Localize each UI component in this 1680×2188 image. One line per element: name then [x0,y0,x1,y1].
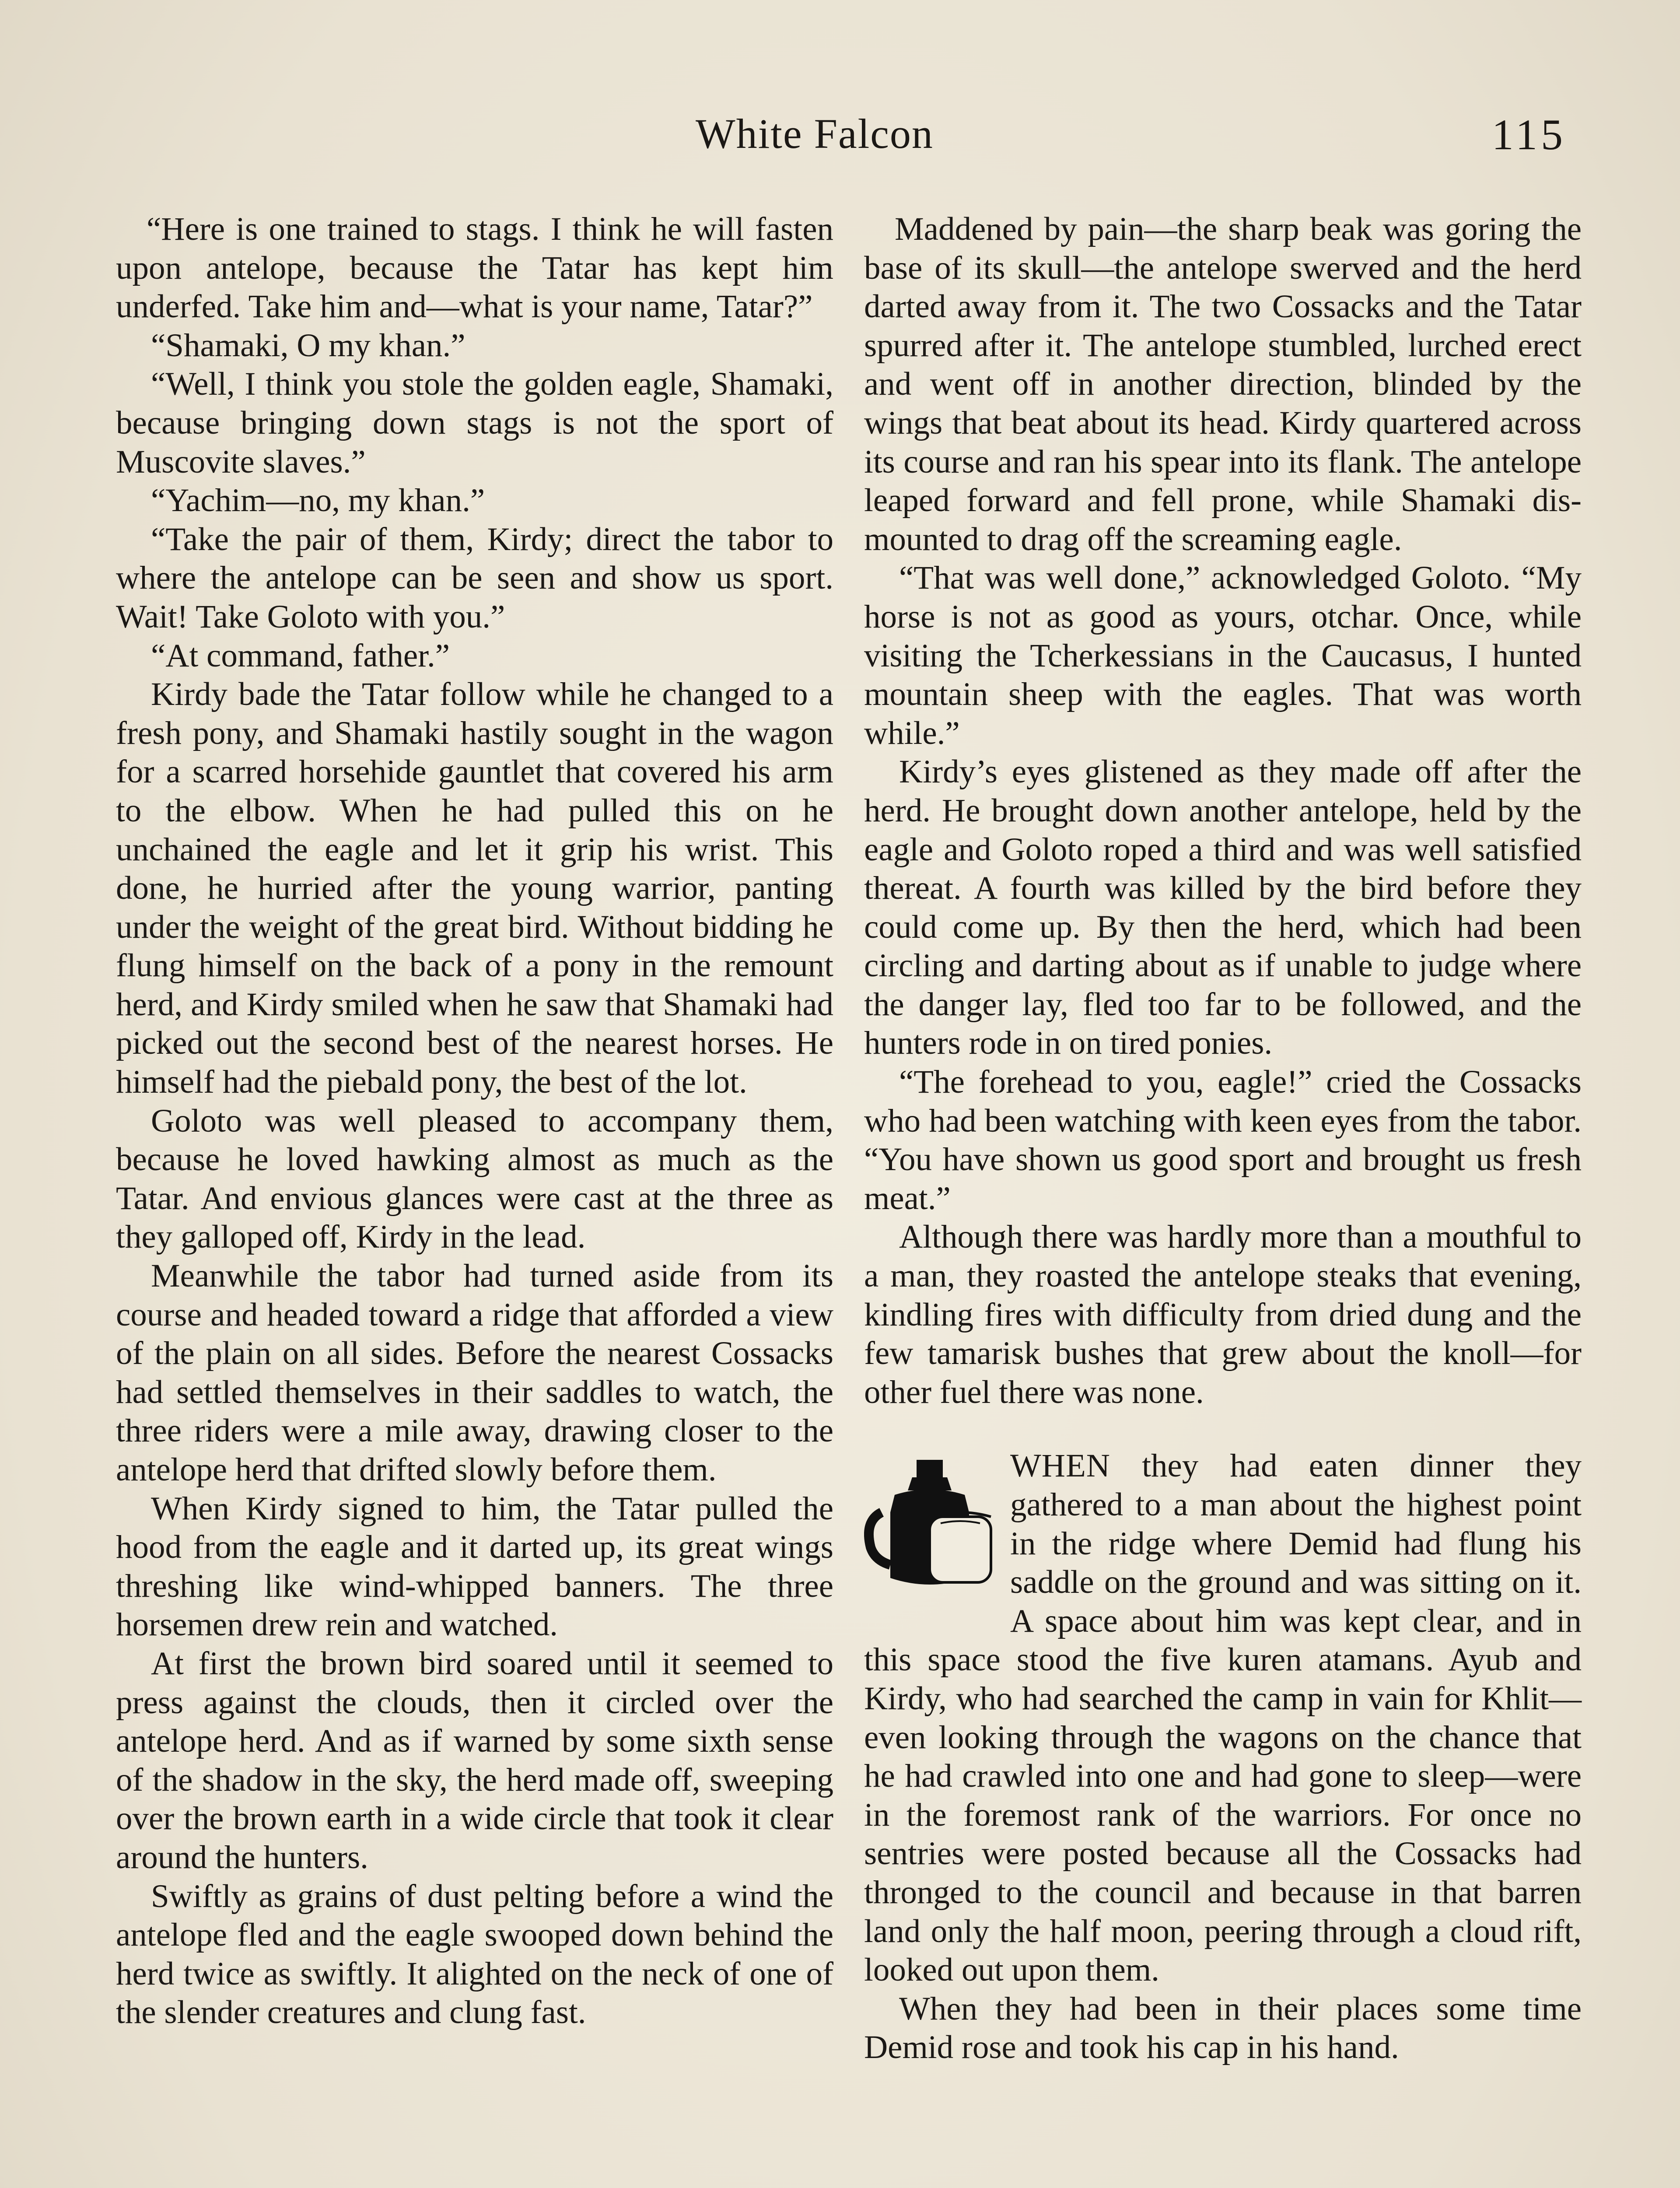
paragraph: Kirdy’s eyes glistened as they made off after the herd. He brought down another antelope, held by the eagle and Goloto roped a third and was well satisfied thereat. A fourth was killed by the bird before they could come up. By then the herd, which had been circling and darting about as if unable to judge where the danger lay, fled too far to be followed, and the hunters rode in on tired ponies. [864,754,1582,1062]
page-number: 115 [1491,110,1566,159]
paragraph: “Yachim—no, my khan.” [151,482,485,519]
paragraph: When Kirdy signed to him, the Tatar pulled the hood from the eagle and it darted up, its great wings threshing like wind-whipped banners. The three horsemen drew rein and watched. [116,1490,833,1643]
left-column [116,210,833,2032]
paragraph: Kirdy bade the Tatar follow while he changed to a fresh pony, and Shamaki hastily sought in the wagon for a scarred horsehide gauntlet that covered his arm to the elbow. When he had pulled this on he unchained the eagle and let it grip his wrist. This done, he hurried after the young warrior, panting under the weight of the great bird. Without bidding he flung himself on the back of a pony in the remount herd, and Kirdy smiled when he saw that Shamaki had picked out the second best of the nearest horses. He himself had the piebald pony, the best of the lot. [116,676,833,1101]
paragraph: “The forehead to you, eagle!” cried the Cossacks who had been watching with keen eyes from the tabor. “You have shown us good sport and brought us fresh meat.” [864,1064,1582,1217]
paragraph: “Well, I think you stole the golden eagle, Shamaki, because bringing down stags is not the sport of Muscovite slaves.” [116,366,833,480]
paragraph: Goloto was well pleased to accompany them, because he loved hawking almost as much as the Tatar. And envious glances were cast at the three as they galloped off, Kirdy in the lead. [116,1102,833,1255]
paragraph: Maddened by pain—the sharp beak was goring the base of its skull—the antelope swerved and the herd darted away from it. The two Cossacks and the Tatar spurred after it. The antelope stumbled, lurched erect and went off in another direction, blinded by the wings that beat about its head. Kirdy quartered across its course and ran his spear into its flank. The antelope leaped forward and fell prone, while Shamaki dismounted to drag off the screaming eagle. [864,211,1582,558]
paragraph: “Here is one trained to stags. I think he will fasten upon antelope, because the Tatar has kept him underfed. Take him and—what is your name, Tatar?” [116,211,833,325]
running-head [0,109,1680,158]
section-two [864,1447,1582,2067]
paragraph: At first the brown bird soared until it seemed to press against the clouds, then it circled over the antelope herd. And as if warned by some sixth sense of the shadow in the sky, the herd made off, sweeping over the brown earth in a wide circle that took it clear around the hunters. [116,1645,833,1876]
paragraph: Although there was hardly more than a mouthful to a man, they roasted the antelope steaks that evening, kindling fires with difficulty from dried dung and the few tamarisk bushes that grew about the knoll—for other fuel there was none. [864,1219,1582,1410]
paragraph: Meanwhile the tabor had turned aside from its course and headed toward a ridge that afforded a view of the plain on all sides. Before the nearest Cossacks had settled themselves in their saddles to watch, the three riders were a mile away, drawing closer to the antelope herd that drifted slowly before them. [116,1258,833,1488]
running-title: White Falcon [696,110,934,157]
paragraph: Swiftly as grains of dust pelting before a wind the antelope fled and the eagle swooped down behind the herd twice as swiftly. It alighted on the neck of one of the slender creatures and clung fast. [116,1878,833,2031]
section-opening-text: they had eaten dinner they gathered to a man about the highest point in the ridge where Demid had flung his saddle on the ground and was sitting on it. A space about him was kept clear, and in this space stood the five kuren atamans. Ayub and Kirdy, who had searched the camp in vain for Khlit—even looking through the wagons on the chance that he had crawled into one and had gone to sleep—were in the foremost rank of the warriors. For once no sentries were posted because all the Cossacks had thronged to the council and because in that barren land only the half moon, peering through a cloud rift, looked out upon them. [864,1448,1582,1988]
section-lead-word: WHEN [1010,1448,1110,1484]
paragraph: When they had been in their places some time Demid rose and took his cap in his hand. [864,1990,1582,2066]
paragraph: “Shamaki, O my khan.” [151,327,466,364]
paragraph: “At command, father.” [151,637,450,674]
right-column [864,210,1582,2067]
jug-icon [864,1451,1000,1604]
paragraph: “That was well done,” acknowledged Goloto. “My horse is not as good as yours, otchar. Once, while visiting the Tcherkessians in the Caucasus, I hunted mountain sheep with the eagles. That was worth while.” [864,560,1582,751]
paragraph: “Take the pair of them, Kirdy; direct the tabor to where the antelope can be seen and show us sport. Wait! Take Goloto with you.” [116,521,833,635]
